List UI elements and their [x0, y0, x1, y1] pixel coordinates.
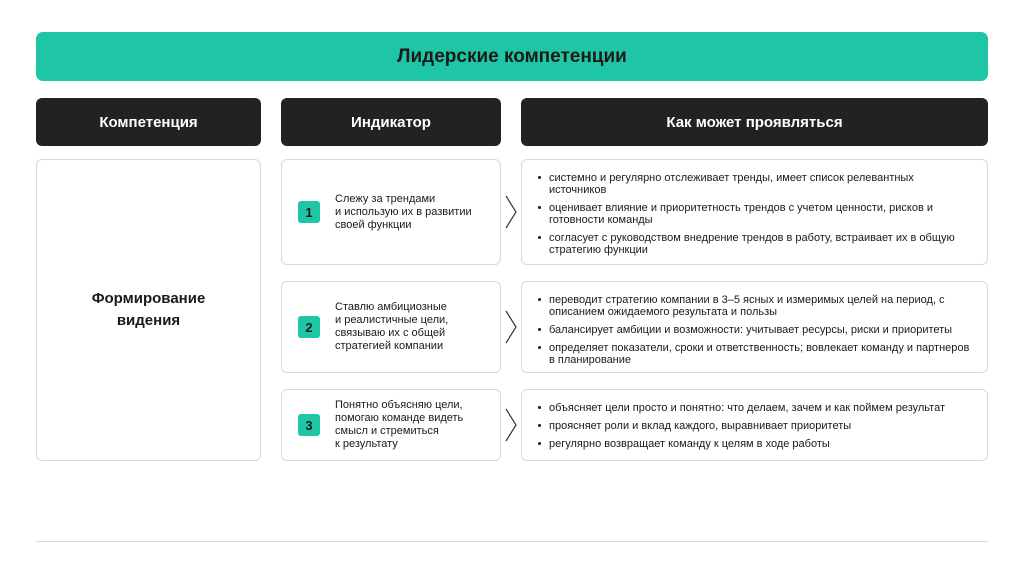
- manifest-list-1: [536, 172, 973, 256]
- manifest-item: системно и регулярно отслеживает тренды, имеет список релевантных источников: [536, 172, 973, 196]
- indicator-cell-1: [281, 159, 501, 265]
- chevron-right-icon: [505, 408, 517, 442]
- manifest-item: оценивает влияние и приоритетность трендов с учетом ценности, рисков и готовности команды: [536, 202, 973, 226]
- indicator-number-2: 2: [298, 316, 320, 338]
- manifest-item: переводит стратегию компании в 3–5 ясных и измеримых целей на период, с описанием ожидаемого результата и пользы: [536, 294, 973, 318]
- manifest-item: балансирует амбиции и возможности: учитывает ресурсы, риски и приоритеты: [536, 324, 973, 336]
- indicator-number-3: 3: [298, 414, 320, 436]
- page-title: Лидерские компетенции: [397, 45, 627, 67]
- footer-divider: [36, 541, 988, 542]
- header-manifest: [521, 98, 988, 146]
- header-competence-label: Компетенция: [99, 113, 198, 131]
- manifest-cell-3: [521, 389, 988, 461]
- chevron-right-icon: [505, 310, 517, 344]
- indicator-cell-3: [281, 389, 501, 461]
- header-competence: [36, 98, 261, 146]
- competence-name: Формирование видения: [91, 290, 206, 329]
- title-banner: [36, 32, 988, 81]
- indicator-number-1: 1: [298, 201, 320, 223]
- competence-cell: [36, 159, 261, 461]
- manifest-cell-1: [521, 159, 988, 265]
- manifest-item: регулярно возвращает команду к целям в ходе работы: [536, 438, 973, 450]
- header-manifest-label: Как может проявляться: [666, 113, 843, 131]
- manifest-item: определяет показатели, сроки и ответственность; вовлекает команду и партнеров в планирование: [536, 342, 973, 366]
- indicator-text-2: Ставлю амбициозные и реалистичные цели, связываю их с общей стратегией компании: [335, 301, 449, 352]
- manifest-list-3: [536, 402, 973, 450]
- chevron-right-icon: [505, 195, 517, 229]
- manifest-list-2: [536, 294, 973, 366]
- indicator-text-1: Слежу за трендами и использую их в развитии своей функции: [335, 192, 472, 231]
- manifest-item: согласует с руководством внедрение трендов в работу, встраивает их в общую стратегию функции: [536, 232, 973, 256]
- indicator-text-3: Понятно объясняю цели, помогаю команде видеть смысл и стремиться к результату: [335, 399, 464, 450]
- manifest-item: объясняет цели просто и понятно: что делаем, зачем и как поймем результат: [536, 402, 973, 414]
- header-indicator-label: Индикатор: [351, 113, 431, 131]
- manifest-cell-2: [521, 281, 988, 373]
- manifest-item: проясняет роли и вклад каждого, выравнивает приоритеты: [536, 420, 973, 432]
- header-indicator: [281, 98, 501, 146]
- indicator-cell-2: [281, 281, 501, 373]
